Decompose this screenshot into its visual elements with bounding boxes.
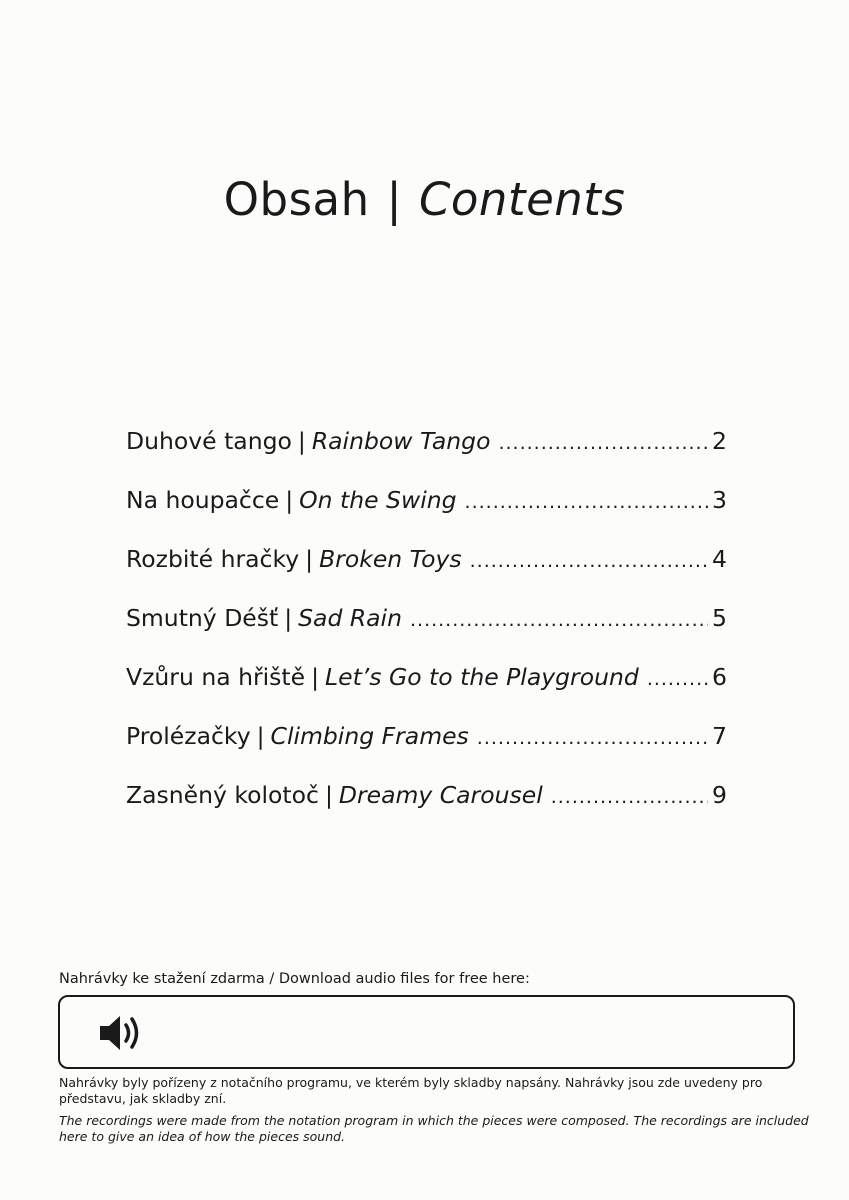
toc-entry-page: 3 <box>712 486 727 514</box>
toc-entry-separator: | <box>256 722 265 750</box>
recording-note-czech: Nahrávky byly pořízeny z notačního programu, ve kterém byly skladby napsány. Nahrávky jsou zde uvedeny pro představu, jak skladby zní. <box>59 1075 763 1106</box>
toc-entry-page: 7 <box>712 722 727 750</box>
toc-entry-broken-toys[interactable] <box>126 540 727 599</box>
toc-entry-climbing-frames[interactable] <box>126 717 727 776</box>
toc-entry-title-cz: Duhové tango <box>126 427 292 455</box>
toc-entry-title-cz: Na houpačce <box>126 486 280 514</box>
speaker-volume-icon[interactable] <box>98 1013 144 1053</box>
page-title <box>0 172 849 228</box>
dot-leader <box>498 424 708 462</box>
toc-entry-title-cz: Smutný Déšť <box>126 604 279 632</box>
toc-entry-title-cz: Prolézačky <box>126 722 251 750</box>
download-label: Nahrávky ke stažení zdarma / Download audio files for free here: <box>59 971 530 987</box>
recording-note-english: The recordings were made from the notation program in which the pieces were composed. The recordings are included here to give an idea of how the pieces sound. <box>59 1113 809 1144</box>
toc-entry-page: 4 <box>712 545 727 573</box>
toc-entry-title-en: Climbing Frames <box>270 722 469 750</box>
toc-entry-sad-rain[interactable] <box>126 599 727 658</box>
toc-entry-page: 5 <box>712 604 727 632</box>
toc-entry-separator: | <box>324 781 333 809</box>
toc-entry-title-en: On the Swing <box>299 486 457 514</box>
toc-entry-page: 2 <box>712 427 727 455</box>
title-czech: Obsah <box>223 173 370 226</box>
toc-entry-title-en: Broken Toys <box>319 545 462 573</box>
toc-entry-title-en: Dreamy Carousel <box>338 781 543 809</box>
toc-entry-page: 6 <box>712 663 727 691</box>
table-of-contents <box>126 422 727 835</box>
toc-entry-title-cz: Rozbité hračky <box>126 545 300 573</box>
dot-leader <box>465 483 709 521</box>
title-separator: | <box>386 173 403 226</box>
toc-entry-separator: | <box>285 486 294 514</box>
dot-leader <box>477 719 708 757</box>
toc-entry-separator: | <box>297 427 306 455</box>
toc-entry-page: 9 <box>712 781 727 809</box>
toc-entry-separator: | <box>311 663 320 691</box>
dot-leader <box>410 601 708 639</box>
dot-leader <box>551 778 708 816</box>
toc-entry-title-en: Rainbow Tango <box>311 427 491 455</box>
title-english: Contents <box>418 173 626 226</box>
toc-entry-dreamy-carousel[interactable] <box>126 776 727 835</box>
toc-entry-rainbow-tango[interactable] <box>126 422 727 481</box>
audio-player-box[interactable] <box>58 995 795 1069</box>
toc-entry-separator: | <box>305 545 314 573</box>
toc-entry-title-en: Sad Rain <box>298 604 402 632</box>
toc-entry-title-cz: Vzůru na hřiště <box>126 663 306 691</box>
toc-entry-title-en: Let’s Go to the Playground <box>325 663 639 691</box>
toc-entry-on-the-swing[interactable] <box>126 481 727 540</box>
toc-entry-playground[interactable] <box>126 658 727 717</box>
toc-entry-separator: | <box>284 604 293 632</box>
dot-leader <box>647 660 708 698</box>
dot-leader <box>470 542 708 580</box>
toc-entry-title-cz: Zasněný kolotoč <box>126 781 319 809</box>
